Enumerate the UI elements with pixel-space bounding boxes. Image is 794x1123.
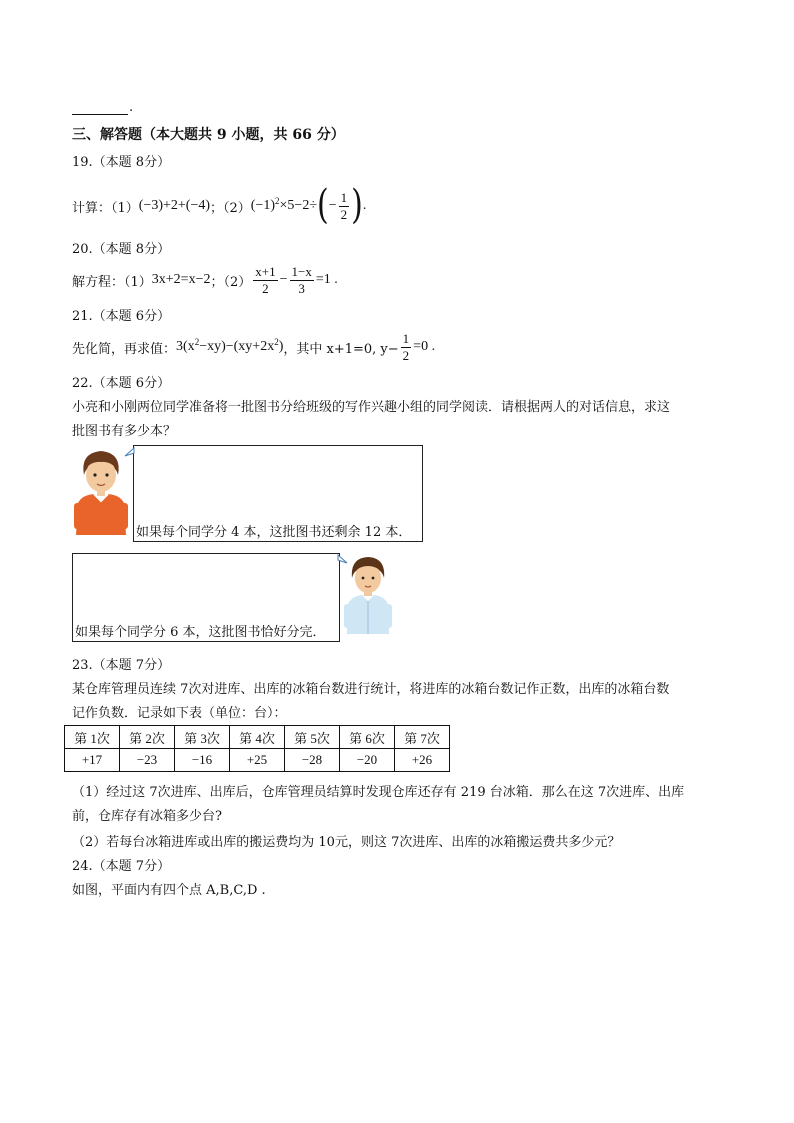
answer-blank-line — [72, 114, 128, 115]
q21-expr-c: ) — [278, 339, 284, 354]
xiaoliang-figure — [70, 445, 132, 537]
q20-header: 20.（本题 8分） — [72, 242, 171, 257]
table-cell: −20 — [340, 749, 395, 772]
q21-expr-a: 3(x — [176, 339, 195, 354]
q20-eq1: 3x+2=x−2 — [151, 272, 211, 287]
refrigerator-record-table — [64, 725, 450, 772]
q21-frac-den: 2 — [402, 347, 410, 363]
q21-frac-num: 1 — [402, 330, 410, 346]
q19-expr1: (−3)+2+(−4) — [138, 198, 211, 213]
q21-cond-end: =0 . — [413, 339, 436, 354]
q19-body — [72, 181, 367, 229]
q19-expr2-rest: ×5−2÷ — [279, 198, 318, 213]
table-header-cell: 第 2次 — [120, 726, 175, 749]
speech-tail-1 — [124, 447, 136, 459]
table-header-cell: 第 4次 — [230, 726, 285, 749]
q19-sep: ；（2） — [210, 200, 251, 216]
table-cell: −28 — [285, 749, 340, 772]
q21-exp-a: 2 — [194, 337, 200, 347]
q19-neg: − — [328, 198, 337, 213]
q21-condition: ，其中 x+1=0, y− — [283, 341, 399, 357]
q23-sub1-line2: 前，仓库存有冰箱多少台? — [72, 809, 222, 824]
q19-expr2-exp: 2 — [275, 196, 280, 206]
table-header-cell: 第 1次 — [65, 726, 120, 749]
speech-bubble-2-text: 如果每个同学分 6 本，这批图书恰好分完． — [75, 625, 326, 640]
q19-frac-num: 1 — [340, 189, 348, 205]
table-header-cell: 第 7次 — [395, 726, 450, 749]
q23-sub2: （2）若每台冰箱进库或出库的搬运费均为 10元，则这 7次进库、出库的冰箱搬运费共多少元？ — [72, 835, 621, 850]
q24-header: 24.（本题 7分） — [72, 859, 171, 874]
q22-header: 22.（本题 6分） — [72, 376, 171, 391]
q19-expr2-base: (−1) — [250, 198, 276, 213]
q20-f1-den: 2 — [262, 280, 269, 296]
q19-end: . — [362, 198, 367, 213]
table-cell: +26 — [395, 749, 450, 772]
table-cell: −23 — [120, 749, 175, 772]
speech-bubble-2 — [72, 553, 340, 642]
blank-period: . — [129, 100, 134, 115]
q23-text-line2: 记作负数．记录如下表（单位：台）： — [72, 706, 287, 721]
table-header-cell: 第 3次 — [175, 726, 230, 749]
q19-header: 19.（本题 8分） — [72, 155, 171, 170]
table-cell: +25 — [230, 749, 285, 772]
q20-f2-den: 3 — [298, 280, 305, 296]
q23-text-line1: 某仓库管理员连续 7次对进库、出库的冰箱台数进行统计，将进库的冰箱台数记作正数，出库的冰箱台数 — [72, 682, 670, 697]
q19-fraction — [339, 190, 350, 223]
q22-text-line2: 批图书有多少本？ — [72, 424, 177, 439]
speech-bubble-1 — [133, 445, 423, 542]
table-cell: +17 — [65, 749, 120, 772]
table-header-cell: 第 6次 — [340, 726, 395, 749]
q20-f2-num: 1−x — [291, 263, 312, 279]
q21-lead: 先化简，再求值： — [72, 341, 177, 357]
q21-expr-b: −xy)−(xy+2x — [199, 339, 275, 354]
xiaogang-figure — [342, 552, 394, 636]
q21-body — [72, 327, 435, 367]
q20-rhs: =1 . — [315, 272, 338, 287]
speech-bubble-1-text: 如果每个同学分 4 本，这批图书还剩余 12 本． — [136, 525, 412, 540]
q24-text: 如图，平面内有四个点 A,B,C,D . — [72, 883, 266, 898]
q23-header: 23.（本题 7分） — [72, 658, 171, 673]
q21-exp-b: 2 — [274, 337, 279, 347]
q20-fraction-1 — [253, 264, 277, 297]
table-header-cell: 第 5次 — [285, 726, 340, 749]
q19-right-paren: ) — [351, 181, 363, 229]
table-cell: −16 — [175, 749, 230, 772]
q19-lead: 计算：（1） — [72, 200, 139, 216]
q23-sub1-line1: （1）经过这 7次进库、出库后，仓库管理员结算时发现仓库还存有 219 台冰箱．那么在这 7次进库、出库 — [72, 785, 685, 800]
q22-text-line1: 小亮和小刚两位同学准备将一批图书分给班级的写作兴趣小组的同学阅读．请根据两人的对话信息，求这 — [72, 400, 671, 415]
q20-fraction-2 — [290, 264, 314, 297]
q21-header: 21.（本题 6分） — [72, 309, 171, 324]
table-row — [65, 749, 450, 772]
q20-minus: − — [279, 272, 288, 287]
q20-lead: 解方程：（1） — [72, 274, 152, 290]
table-header-row — [65, 726, 450, 749]
q20-f1-num: x+1 — [255, 263, 276, 279]
q19-frac-den: 2 — [340, 206, 348, 222]
q20-body — [72, 260, 338, 300]
q20-sep: ；（2） — [210, 274, 252, 290]
section-title: 三、解答题（本大题共 9 小题，共 66 分） — [72, 127, 345, 143]
q21-fraction — [401, 331, 412, 364]
q19-left-paren: ( — [317, 181, 329, 229]
